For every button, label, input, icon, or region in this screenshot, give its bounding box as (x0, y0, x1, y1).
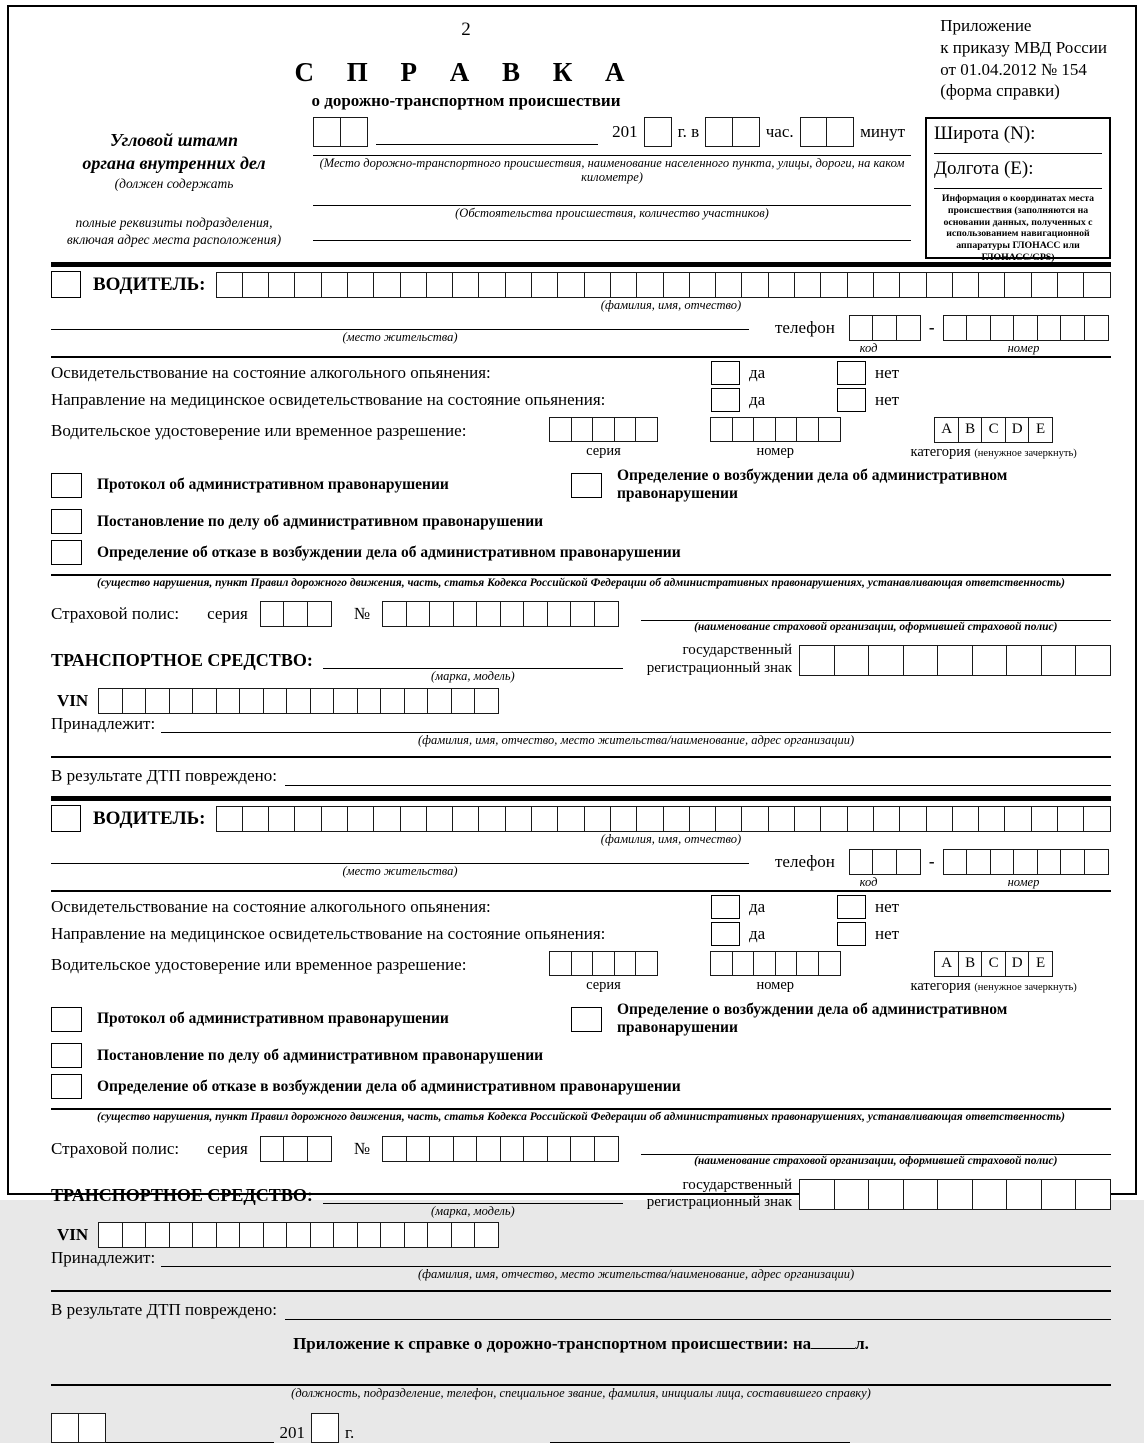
incident-place-line[interactable] (313, 149, 911, 156)
license-series-cells[interactable] (549, 951, 658, 976)
appendix-line: от 01.04.2012 № 154 (940, 59, 1087, 79)
alcohol-test-row (51, 895, 1111, 919)
incident-circumstances-caption: (Обстоятельства происшествия, количество участников) (455, 205, 769, 220)
resolution-row (51, 1043, 1111, 1068)
phone-code-cells[interactable] (849, 315, 921, 341)
license-series-col (549, 417, 658, 461)
violation-caption: (существо нарушения, пункт Правил дорожного движения, часть, статья Кодекса Российской Федерации об административных правонарушениях, устанавливающая ответственность) (51, 1108, 1111, 1124)
signature-day-cells[interactable] (51, 1413, 106, 1443)
registration-plate-field (637, 636, 1111, 683)
refusal-checkbox[interactable] (51, 1074, 82, 1099)
signature-year-cell[interactable] (311, 1413, 339, 1443)
no-label: нет (875, 924, 900, 944)
fio-caption: (фамилия, имя, отчество) (600, 298, 742, 312)
refusal-label: Определение об отказе в возбуждении дела об административном правонарушении (97, 1077, 681, 1095)
insurance-org-caption: (наименование страховой организации, оформившей страховой полис) (694, 1155, 1058, 1168)
yes-label: да (749, 897, 766, 917)
number-caption: номер (756, 977, 795, 994)
owner-field (161, 714, 1111, 747)
alcohol-yes-checkbox[interactable] (711, 895, 740, 919)
driver-name-cells[interactable] (216, 806, 1112, 832)
signature-year-prefix: 201 (279, 1422, 305, 1442)
residence-phone-row (51, 849, 1111, 890)
protocol-item (51, 473, 571, 498)
medical-exam-label: Направление на медицинское освидетельствование на состояние опьянения: (51, 390, 606, 409)
insurance-no-label: № (353, 1138, 371, 1158)
longitude-label: Долгота (E): (934, 158, 1034, 179)
medical-no-checkbox[interactable] (837, 388, 866, 412)
no-label: нет (875, 390, 900, 409)
longitude-line[interactable] (934, 180, 1102, 189)
alcohol-test-label: Освидетельствование на состояние алкогольного опьянения: (51, 897, 491, 917)
resolution-checkbox[interactable] (51, 509, 82, 534)
license-number-col (710, 951, 841, 995)
refusal-checkbox[interactable] (51, 540, 82, 565)
alcohol-test-row (51, 361, 1111, 385)
stamp-note: включая адрес места расположения) (66, 231, 282, 247)
license-label: Водительское удостоверение или временное разрешение: (51, 955, 467, 975)
phone-field (749, 849, 1111, 890)
year-suffix: г. в (677, 122, 700, 141)
phone-code-caption: код (859, 341, 878, 355)
insurance-row (51, 1128, 1111, 1168)
form-title: С П Р А В К А (294, 57, 638, 87)
initiation-checkbox[interactable] (571, 473, 602, 498)
insurance-label: Страховой полис: (51, 604, 180, 624)
driver-checkbox[interactable] (51, 271, 81, 298)
registration-plate-cells[interactable] (799, 1179, 1111, 1210)
category-caption: категория (910, 444, 971, 460)
vin-label: VIN (57, 690, 89, 710)
stamp-note: (должен содержать (114, 175, 234, 191)
category-note: (ненужное зачеркнуть) (974, 448, 1077, 459)
registration-plate-field (637, 1171, 1111, 1218)
rule (51, 356, 1111, 358)
phone-captions (749, 341, 1111, 356)
rule (51, 1290, 1111, 1292)
phone-label: телефон (775, 318, 835, 337)
phone-row (775, 315, 1111, 341)
attachment-suffix: л. (855, 1334, 869, 1354)
phone-code-cells[interactable] (849, 849, 921, 875)
protocol-checkbox[interactable] (51, 473, 82, 498)
protocol-checkbox[interactable] (51, 1007, 82, 1032)
fio-caption: (фамилия, имя, отчество) (600, 832, 742, 847)
yes-label: да (749, 390, 766, 409)
driver-section-2 (51, 805, 1111, 1320)
license-series-cells[interactable] (549, 417, 658, 442)
category-note: (ненужное зачеркнуть) (974, 982, 1077, 994)
initiation-label: Определение о возбуждении дела об административном правонарушении (617, 1001, 1008, 1037)
owner-row (51, 714, 1111, 747)
incident-place-caption: (Место дорожно-транспортного происшествия, наименование населенного пункта, улицы, дороги, на каком километре) (319, 156, 905, 185)
owner-field (161, 1248, 1111, 1281)
minute-label: минут (860, 122, 905, 141)
form-frame (7, 5, 1137, 1442)
medical-exam-row (51, 388, 1111, 412)
medical-yes-checkbox[interactable] (711, 922, 740, 946)
license-number-cells[interactable] (710, 951, 841, 976)
phone-number-caption: номер (1007, 341, 1040, 355)
violation-caption: (существо нарушения, пункт Правил дорожного движения, часть, статья Кодекса Российской Федерации об административных правонарушениях, устанавливающая ответственность) (51, 574, 1111, 590)
resolution-label: Постановление по делу об административном правонарушении (97, 512, 544, 530)
insurance-series-label: серия (207, 604, 248, 624)
phone-number-caption: номер (1007, 875, 1040, 890)
category-caption: категория (910, 978, 971, 995)
registration-plate-label: государственный регистрационный знак (646, 1176, 792, 1211)
top-section (51, 115, 1111, 263)
phone-label: телефон (775, 852, 835, 872)
header (51, 11, 1111, 113)
license-series-col (549, 951, 658, 995)
insurance-org-caption: (наименование страховой организации, оформившей страховой полис) (694, 621, 1058, 634)
owner-line[interactable] (161, 1248, 1111, 1267)
insurance-series-cells[interactable] (260, 1136, 332, 1162)
refusal-label: Определение об отказе в возбуждении дела об административном правонарушении (97, 543, 681, 561)
damage-line[interactable] (285, 765, 1111, 786)
insurance-fields (51, 1128, 619, 1168)
vehicle-row (51, 1171, 1111, 1218)
coordinates-note: Информация о координатах места происшествия (заполняются на основании данных, полученных с использованием навигационной аппаратуры ГЛОНАСС или ГЛОНАСС/GPS) (941, 193, 1095, 263)
insurance-row (51, 594, 1111, 634)
incident-day-cells[interactable] (313, 117, 368, 147)
insurance-label: Страховой полис: (51, 1138, 180, 1158)
vin-row (51, 1222, 1111, 1248)
medical-no-checkbox[interactable] (837, 922, 866, 946)
license-number-cells[interactable] (710, 417, 841, 442)
attachment-text: Приложение к справке о дорожно-транспортном происшествии: на (293, 1334, 812, 1354)
owner-label: Принадлежит: (51, 1248, 156, 1267)
year-prefix: 201 (612, 122, 638, 141)
registration-plate-label: государственный регистрационный знак (646, 642, 792, 677)
vehicle-make-line[interactable] (323, 636, 623, 669)
rule (51, 756, 1111, 758)
registration-plate-cells[interactable] (799, 645, 1111, 676)
incident-datetime-row (313, 115, 911, 149)
number-caption: номер (756, 443, 795, 459)
incident-year-cell[interactable] (644, 117, 672, 147)
phone-dash: - (928, 852, 935, 872)
appendix-reference (940, 15, 1107, 102)
vehicle-row (51, 636, 1111, 683)
insurance-no-label: № (353, 604, 371, 624)
attachment-sheets-line[interactable] (811, 1334, 855, 1349)
insurance-number-cells[interactable] (382, 601, 619, 627)
vin-cells[interactable] (98, 1222, 499, 1248)
official-caption: (должность, подразделение, телефон, специальное звание, фамилия, инициалы лица, составившего справку) (291, 1386, 871, 1401)
signature-year-suffix: г. (345, 1422, 355, 1442)
license-row (51, 951, 1111, 995)
vehicle-make-field (323, 1171, 623, 1218)
alcohol-no-checkbox[interactable] (837, 361, 866, 385)
medical-yes-checkbox[interactable] (711, 388, 740, 412)
fio-caption-row (51, 298, 1111, 313)
vin-cells[interactable] (98, 688, 499, 714)
vin-row (51, 688, 1111, 714)
vin-label: VIN (57, 1225, 89, 1244)
driver-section-1 (51, 271, 1111, 786)
phone-row (775, 849, 1111, 875)
insurance-series-label: серия (207, 1138, 248, 1158)
damage-label: В результате ДТП повреждено: (51, 1300, 277, 1320)
vehicle-label: ТРАНСПОРТНОЕ СРЕДСТВО: (51, 1184, 313, 1205)
owner-line[interactable] (161, 714, 1111, 733)
incident-minute-cells[interactable] (800, 117, 855, 147)
protocol-row (51, 1001, 1111, 1037)
damage-row (51, 1299, 1111, 1320)
phone-number-cells[interactable] (943, 849, 1109, 875)
insurance-org-field (641, 1128, 1111, 1168)
yes-label: да (749, 363, 766, 382)
phone-code-caption: код (859, 875, 878, 890)
residence-field (51, 315, 749, 356)
residence-caption: (место жительства) (342, 330, 458, 344)
signature-line[interactable] (550, 1418, 850, 1443)
series-caption: серия (586, 443, 621, 459)
vehicle-make-caption: (марка, модель) (430, 1203, 515, 1218)
license-category-cells[interactable]: A B C D E (934, 951, 1053, 977)
corner-stamp-block (51, 115, 297, 259)
stamp-note: полные реквизиты подразделения, (75, 214, 273, 230)
initiation-label: Определение о возбуждении дела об административном правонарушении (617, 467, 1008, 502)
license-number-col (710, 417, 841, 461)
incident-fields (297, 115, 925, 259)
vehicle-label: ТРАНСПОРТНОЕ СРЕДСТВО: (51, 650, 313, 671)
section-divider (51, 796, 1111, 801)
residence-caption: (место жительства) (342, 864, 458, 879)
vehicle-make-field (323, 636, 623, 683)
latitude-label: Широта (N): (934, 123, 1036, 144)
incident-month-line[interactable] (376, 120, 599, 145)
driver-label: ВОДИТЕЛЬ: (93, 807, 206, 829)
damage-row (51, 765, 1111, 786)
stamp-label: органа внутренних дел (82, 153, 266, 174)
residence-phone-row (51, 315, 1111, 356)
license-row (51, 417, 1111, 461)
owner-label: Принадлежит: (51, 713, 156, 733)
license-category-col (911, 951, 1077, 995)
damage-label: В результате ДТП повреждено: (51, 766, 277, 786)
damage-line[interactable] (285, 1299, 1111, 1320)
insurance-fields (51, 594, 619, 634)
refusal-row (51, 540, 1111, 565)
incident-circumstances-line[interactable] (313, 185, 911, 206)
yes-label: да (749, 924, 766, 944)
rule (51, 890, 1111, 892)
vehicle-make-line[interactable] (323, 1171, 623, 1204)
resolution-row (51, 509, 1111, 534)
residence-field (51, 849, 749, 890)
phone-captions (749, 875, 1111, 890)
owner-row (51, 1248, 1111, 1281)
alcohol-yes-checkbox[interactable] (711, 361, 740, 385)
driver-name-row (51, 271, 1111, 298)
insurance-series-cells[interactable] (260, 601, 332, 627)
hour-label: час. (765, 122, 794, 141)
driver-name-row (51, 805, 1111, 832)
form-subtitle: о дорожно-транспортном происшествии (311, 91, 621, 110)
page-number: 2 (461, 19, 471, 40)
license-category-cells[interactable]: A B C D E (934, 417, 1053, 443)
appendix-line: Приложение (940, 16, 1032, 35)
protocol-row (51, 467, 1111, 503)
phone-number-cells[interactable] (943, 315, 1109, 341)
vehicle-make-caption: (марка, модель) (430, 669, 515, 684)
incident-extra-line[interactable] (313, 220, 911, 241)
initiation-checkbox[interactable] (571, 1007, 602, 1032)
coordinates-box (925, 117, 1111, 263)
refusal-row (51, 1074, 1111, 1099)
driver-label: ВОДИТЕЛЬ: (93, 273, 206, 295)
owner-caption: (фамилия, имя, отчество, место жительства/наименование, адрес организации) (417, 732, 855, 747)
license-category-col (911, 417, 1077, 461)
incident-hour-cells[interactable] (705, 117, 760, 147)
protocol-label: Протокол об административном правонарушении (97, 1010, 449, 1028)
resolution-label: Постановление по делу об административном правонарушении (97, 1046, 544, 1064)
alcohol-test-label: Освидетельствование на состояние алкогольного опьянения: (51, 363, 491, 382)
latitude-line[interactable] (934, 145, 1102, 154)
protocol-item (51, 1007, 571, 1032)
series-caption: серия (586, 977, 621, 994)
phone-field (749, 315, 1111, 356)
resolution-checkbox[interactable] (51, 1043, 82, 1068)
protocol-label: Протокол об административном правонарушении (97, 476, 449, 493)
phone-dash: - (928, 318, 935, 337)
license-label: Водительское удостоверение или временное разрешение: (51, 421, 467, 440)
stamp-gap (51, 193, 297, 215)
appendix-line: к приказу МВД России (940, 37, 1107, 57)
attachment-line (51, 1334, 1111, 1354)
initiation-item (571, 467, 1111, 503)
medical-exam-label: Направление на медицинское освидетельствование на состояние опьянения: (51, 924, 606, 944)
driver-checkbox[interactable] (51, 805, 81, 832)
fio-caption-row (51, 832, 1111, 847)
insurance-number-cells[interactable] (382, 1136, 619, 1162)
medical-exam-row (51, 922, 1111, 946)
signature-date-row (51, 1413, 1111, 1443)
no-label: нет (875, 897, 900, 917)
signature-month-line[interactable] (106, 1418, 274, 1443)
appendix-line: (форма справки) (940, 81, 1060, 101)
no-label: нет (875, 363, 900, 382)
initiation-item (571, 1001, 1111, 1037)
insurance-org-field (641, 594, 1111, 634)
owner-caption: (фамилия, имя, отчество, место жительства/наименование, адрес организации) (417, 1267, 855, 1281)
alcohol-no-checkbox[interactable] (837, 895, 866, 919)
stamp-label: Угловой штамп (110, 130, 238, 150)
driver-name-cells[interactable] (216, 272, 1112, 298)
